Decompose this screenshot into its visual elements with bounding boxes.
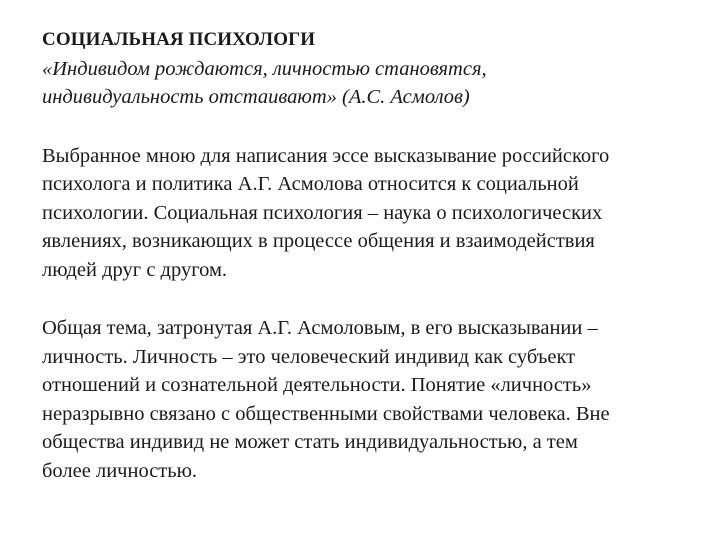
paragraph-line: более личностью. <box>42 459 198 482</box>
document-title: СОЦИАЛЬНАЯ ПСИХОЛОГИ <box>42 29 316 50</box>
paragraph-line: психологии. Социальная психология – наука о психологических <box>42 201 603 224</box>
document-body <box>42 26 712 485</box>
paragraph-line: общества индивид не может стать индивидуальностью, а тем <box>42 431 578 453</box>
paragraph-line: психолога и политика А.Г. Асмолова относится к социальной <box>42 173 579 195</box>
paragraph-line: Общая тема, затронутая А.Г. Асмоловым, в его высказывании – <box>42 317 598 339</box>
paragraph-1 <box>42 142 712 285</box>
paragraph-line: явлениях, возникающих в процессе общения и взаимодействия <box>42 230 595 252</box>
epigraph-quote <box>42 55 712 112</box>
paragraph-2 <box>42 314 712 485</box>
paragraph-line: отношений и сознательной деятельности. Понятие «личность» <box>42 374 592 396</box>
quote-line: «Индивидом рождаются, личностью становятся, <box>42 57 487 80</box>
paragraph-line: личность. Личность – это человеческий индивид как субъект <box>42 345 576 368</box>
paragraph-line: людей друг с другом. <box>42 258 228 281</box>
paragraph-line: Выбранное мною для написания эссе высказывание российского <box>42 144 610 167</box>
quote-line: индивидуальность отстаивают» (А.С. Асмолов) <box>42 86 470 108</box>
paragraph-line: неразрывно связано с общественными свойствами человека. Вне <box>42 402 610 425</box>
